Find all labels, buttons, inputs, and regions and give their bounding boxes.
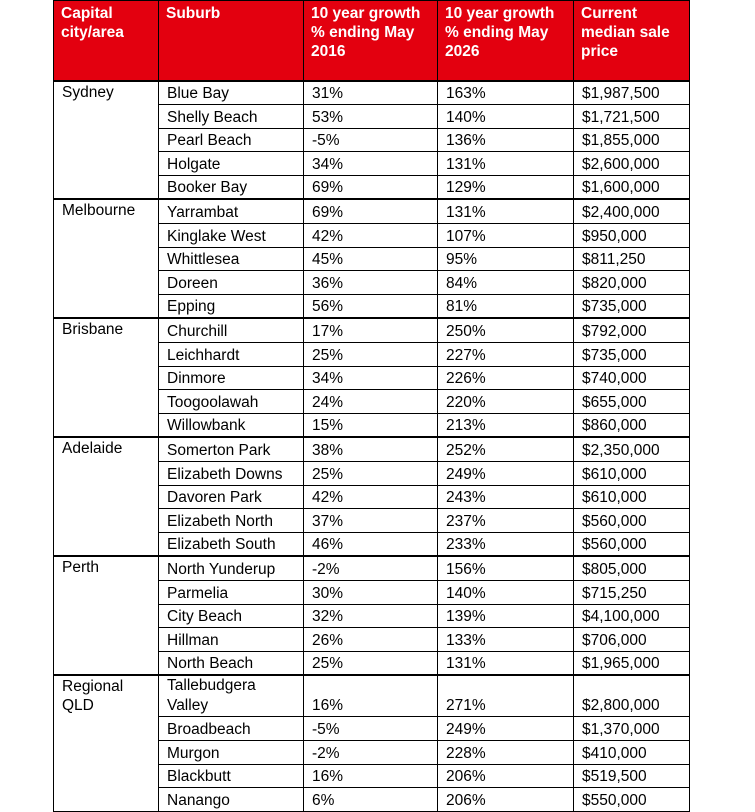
cell-median-price: $706,000 — [574, 628, 690, 652]
header-suburb: Suburb — [159, 1, 304, 81]
table-row — [54, 318, 690, 342]
cell-growth-2026: 206% — [438, 788, 574, 812]
cell-suburb: Elizabeth South — [159, 532, 304, 556]
cell-suburb: Kinglake West — [159, 224, 304, 248]
cell-suburb: Churchill — [159, 318, 304, 342]
cell-growth-2016: -5% — [304, 717, 438, 741]
cell-growth-2026: 156% — [438, 556, 574, 580]
cell-growth-2016: 32% — [304, 604, 438, 628]
cell-median-price: $1,987,500 — [574, 81, 690, 105]
cell-median-price: $1,721,500 — [574, 105, 690, 129]
cell-median-price: $610,000 — [574, 485, 690, 509]
cell-growth-2016: 15% — [304, 413, 438, 437]
cell-growth-2016: 36% — [304, 271, 438, 295]
cell-suburb: Blue Bay — [159, 81, 304, 105]
cell-median-price: $560,000 — [574, 509, 690, 533]
cell-median-price: $655,000 — [574, 390, 690, 414]
cell-city: Perth — [54, 556, 159, 675]
cell-suburb: Elizabeth Downs — [159, 462, 304, 486]
cell-median-price: $715,250 — [574, 580, 690, 604]
cell-median-price: $519,500 — [574, 764, 690, 788]
cell-median-price: $1,855,000 — [574, 128, 690, 152]
cell-median-price: $2,800,000 — [574, 675, 690, 717]
table-row — [54, 675, 690, 717]
cell-growth-2026: 107% — [438, 224, 574, 248]
cell-growth-2026: 227% — [438, 343, 574, 367]
cell-growth-2016: 69% — [304, 199, 438, 223]
cell-growth-2026: 133% — [438, 628, 574, 652]
table-row — [54, 437, 690, 461]
cell-suburb: Hillman — [159, 628, 304, 652]
cell-growth-2016: 38% — [304, 437, 438, 461]
cell-median-price: $860,000 — [574, 413, 690, 437]
cell-growth-2026: 249% — [438, 717, 574, 741]
cell-median-price: $1,370,000 — [574, 717, 690, 741]
cell-city: Adelaide — [54, 437, 159, 556]
cell-growth-2026: 252% — [438, 437, 574, 461]
cell-median-price: $805,000 — [574, 556, 690, 580]
cell-growth-2026: 95% — [438, 247, 574, 271]
cell-suburb: Holgate — [159, 152, 304, 176]
cell-suburb: Pearl Beach — [159, 128, 304, 152]
cell-suburb: North Beach — [159, 651, 304, 675]
cell-suburb: Toogoolawah — [159, 390, 304, 414]
cell-growth-2016: 69% — [304, 175, 438, 199]
cell-suburb: Somerton Park — [159, 437, 304, 461]
document-page — [53, 0, 690, 812]
cell-growth-2016: 25% — [304, 462, 438, 486]
cell-growth-2026: 243% — [438, 485, 574, 509]
cell-suburb: Shelly Beach — [159, 105, 304, 129]
cell-growth-2026: 271% — [438, 675, 574, 717]
header-growth-2026: 10 year growth % ending May 2026 — [438, 1, 574, 81]
cell-growth-2016: 56% — [304, 294, 438, 318]
cell-growth-2026: 233% — [438, 532, 574, 556]
cell-median-price: $410,000 — [574, 740, 690, 764]
cell-median-price: $735,000 — [574, 294, 690, 318]
cell-suburb: Leichhardt — [159, 343, 304, 367]
cell-growth-2026: 206% — [438, 764, 574, 788]
table-body — [54, 81, 690, 812]
cell-growth-2016: 25% — [304, 651, 438, 675]
cell-growth-2026: 228% — [438, 740, 574, 764]
cell-median-price: $2,600,000 — [574, 152, 690, 176]
cell-median-price: $1,965,000 — [574, 651, 690, 675]
cell-growth-2026: 226% — [438, 366, 574, 390]
cell-median-price: $811,250 — [574, 247, 690, 271]
cell-suburb: Elizabeth North — [159, 509, 304, 533]
cell-suburb: Parmelia — [159, 580, 304, 604]
header-capital-city: Capital city/area — [54, 1, 159, 81]
cell-growth-2016: 16% — [304, 764, 438, 788]
cell-growth-2026: 140% — [438, 580, 574, 604]
cell-city: Melbourne — [54, 199, 159, 318]
cell-growth-2016: 16% — [304, 675, 438, 717]
cell-growth-2016: -5% — [304, 128, 438, 152]
cell-growth-2016: 30% — [304, 580, 438, 604]
cell-growth-2026: 163% — [438, 81, 574, 105]
cell-suburb: Tallebudgera Valley — [159, 675, 304, 717]
cell-median-price: $2,400,000 — [574, 199, 690, 223]
cell-median-price: $560,000 — [574, 532, 690, 556]
cell-growth-2016: 45% — [304, 247, 438, 271]
table-row — [54, 199, 690, 223]
cell-growth-2016: 34% — [304, 152, 438, 176]
cell-suburb: North Yunderup — [159, 556, 304, 580]
cell-growth-2016: 34% — [304, 366, 438, 390]
cell-growth-2026: 250% — [438, 318, 574, 342]
cell-growth-2026: 131% — [438, 152, 574, 176]
cell-growth-2026: 249% — [438, 462, 574, 486]
cell-growth-2026: 139% — [438, 604, 574, 628]
cell-suburb: Willowbank — [159, 413, 304, 437]
cell-growth-2016: 25% — [304, 343, 438, 367]
header-growth-2016: 10 year growth % ending May 2016 — [304, 1, 438, 81]
cell-suburb: Murgon — [159, 740, 304, 764]
cell-median-price: $740,000 — [574, 366, 690, 390]
table-row — [54, 81, 690, 105]
cell-median-price: $735,000 — [574, 343, 690, 367]
cell-suburb: Whittlesea — [159, 247, 304, 271]
cell-median-price: $820,000 — [574, 271, 690, 295]
cell-suburb: Yarrambat — [159, 199, 304, 223]
cell-growth-2026: 131% — [438, 651, 574, 675]
cell-growth-2026: 213% — [438, 413, 574, 437]
cell-growth-2016: 24% — [304, 390, 438, 414]
cell-median-price: $792,000 — [574, 318, 690, 342]
cell-median-price: $1,600,000 — [574, 175, 690, 199]
cell-suburb: Broadbeach — [159, 717, 304, 741]
cell-city: Brisbane — [54, 318, 159, 437]
cell-growth-2026: 237% — [438, 509, 574, 533]
cell-suburb: Dinmore — [159, 366, 304, 390]
cell-growth-2016: -2% — [304, 556, 438, 580]
suburb-growth-table — [53, 0, 690, 812]
table-header — [54, 1, 690, 81]
cell-suburb: Davoren Park — [159, 485, 304, 509]
cell-growth-2016: 26% — [304, 628, 438, 652]
header-median-price: Current median sale price — [574, 1, 690, 81]
cell-growth-2016: 46% — [304, 532, 438, 556]
cell-growth-2026: 140% — [438, 105, 574, 129]
cell-growth-2016: -2% — [304, 740, 438, 764]
cell-growth-2016: 17% — [304, 318, 438, 342]
cell-suburb: Doreen — [159, 271, 304, 295]
cell-city: Regional QLD — [54, 675, 159, 811]
table-row — [54, 556, 690, 580]
cell-city: Sydney — [54, 81, 159, 200]
cell-suburb: Epping — [159, 294, 304, 318]
cell-median-price: $4,100,000 — [574, 604, 690, 628]
cell-growth-2026: 220% — [438, 390, 574, 414]
cell-suburb: Nanango — [159, 788, 304, 812]
cell-median-price: $550,000 — [574, 788, 690, 812]
cell-growth-2026: 131% — [438, 199, 574, 223]
header-row — [54, 1, 690, 81]
cell-growth-2016: 31% — [304, 81, 438, 105]
cell-growth-2026: 84% — [438, 271, 574, 295]
cell-growth-2016: 6% — [304, 788, 438, 812]
cell-growth-2016: 53% — [304, 105, 438, 129]
cell-median-price: $610,000 — [574, 462, 690, 486]
cell-growth-2026: 129% — [438, 175, 574, 199]
cell-suburb: Booker Bay — [159, 175, 304, 199]
cell-suburb: Blackbutt — [159, 764, 304, 788]
cell-growth-2016: 42% — [304, 485, 438, 509]
cell-growth-2026: 136% — [438, 128, 574, 152]
cell-suburb: City Beach — [159, 604, 304, 628]
cell-growth-2016: 37% — [304, 509, 438, 533]
cell-growth-2026: 81% — [438, 294, 574, 318]
cell-growth-2016: 42% — [304, 224, 438, 248]
cell-median-price: $950,000 — [574, 224, 690, 248]
cell-median-price: $2,350,000 — [574, 437, 690, 461]
